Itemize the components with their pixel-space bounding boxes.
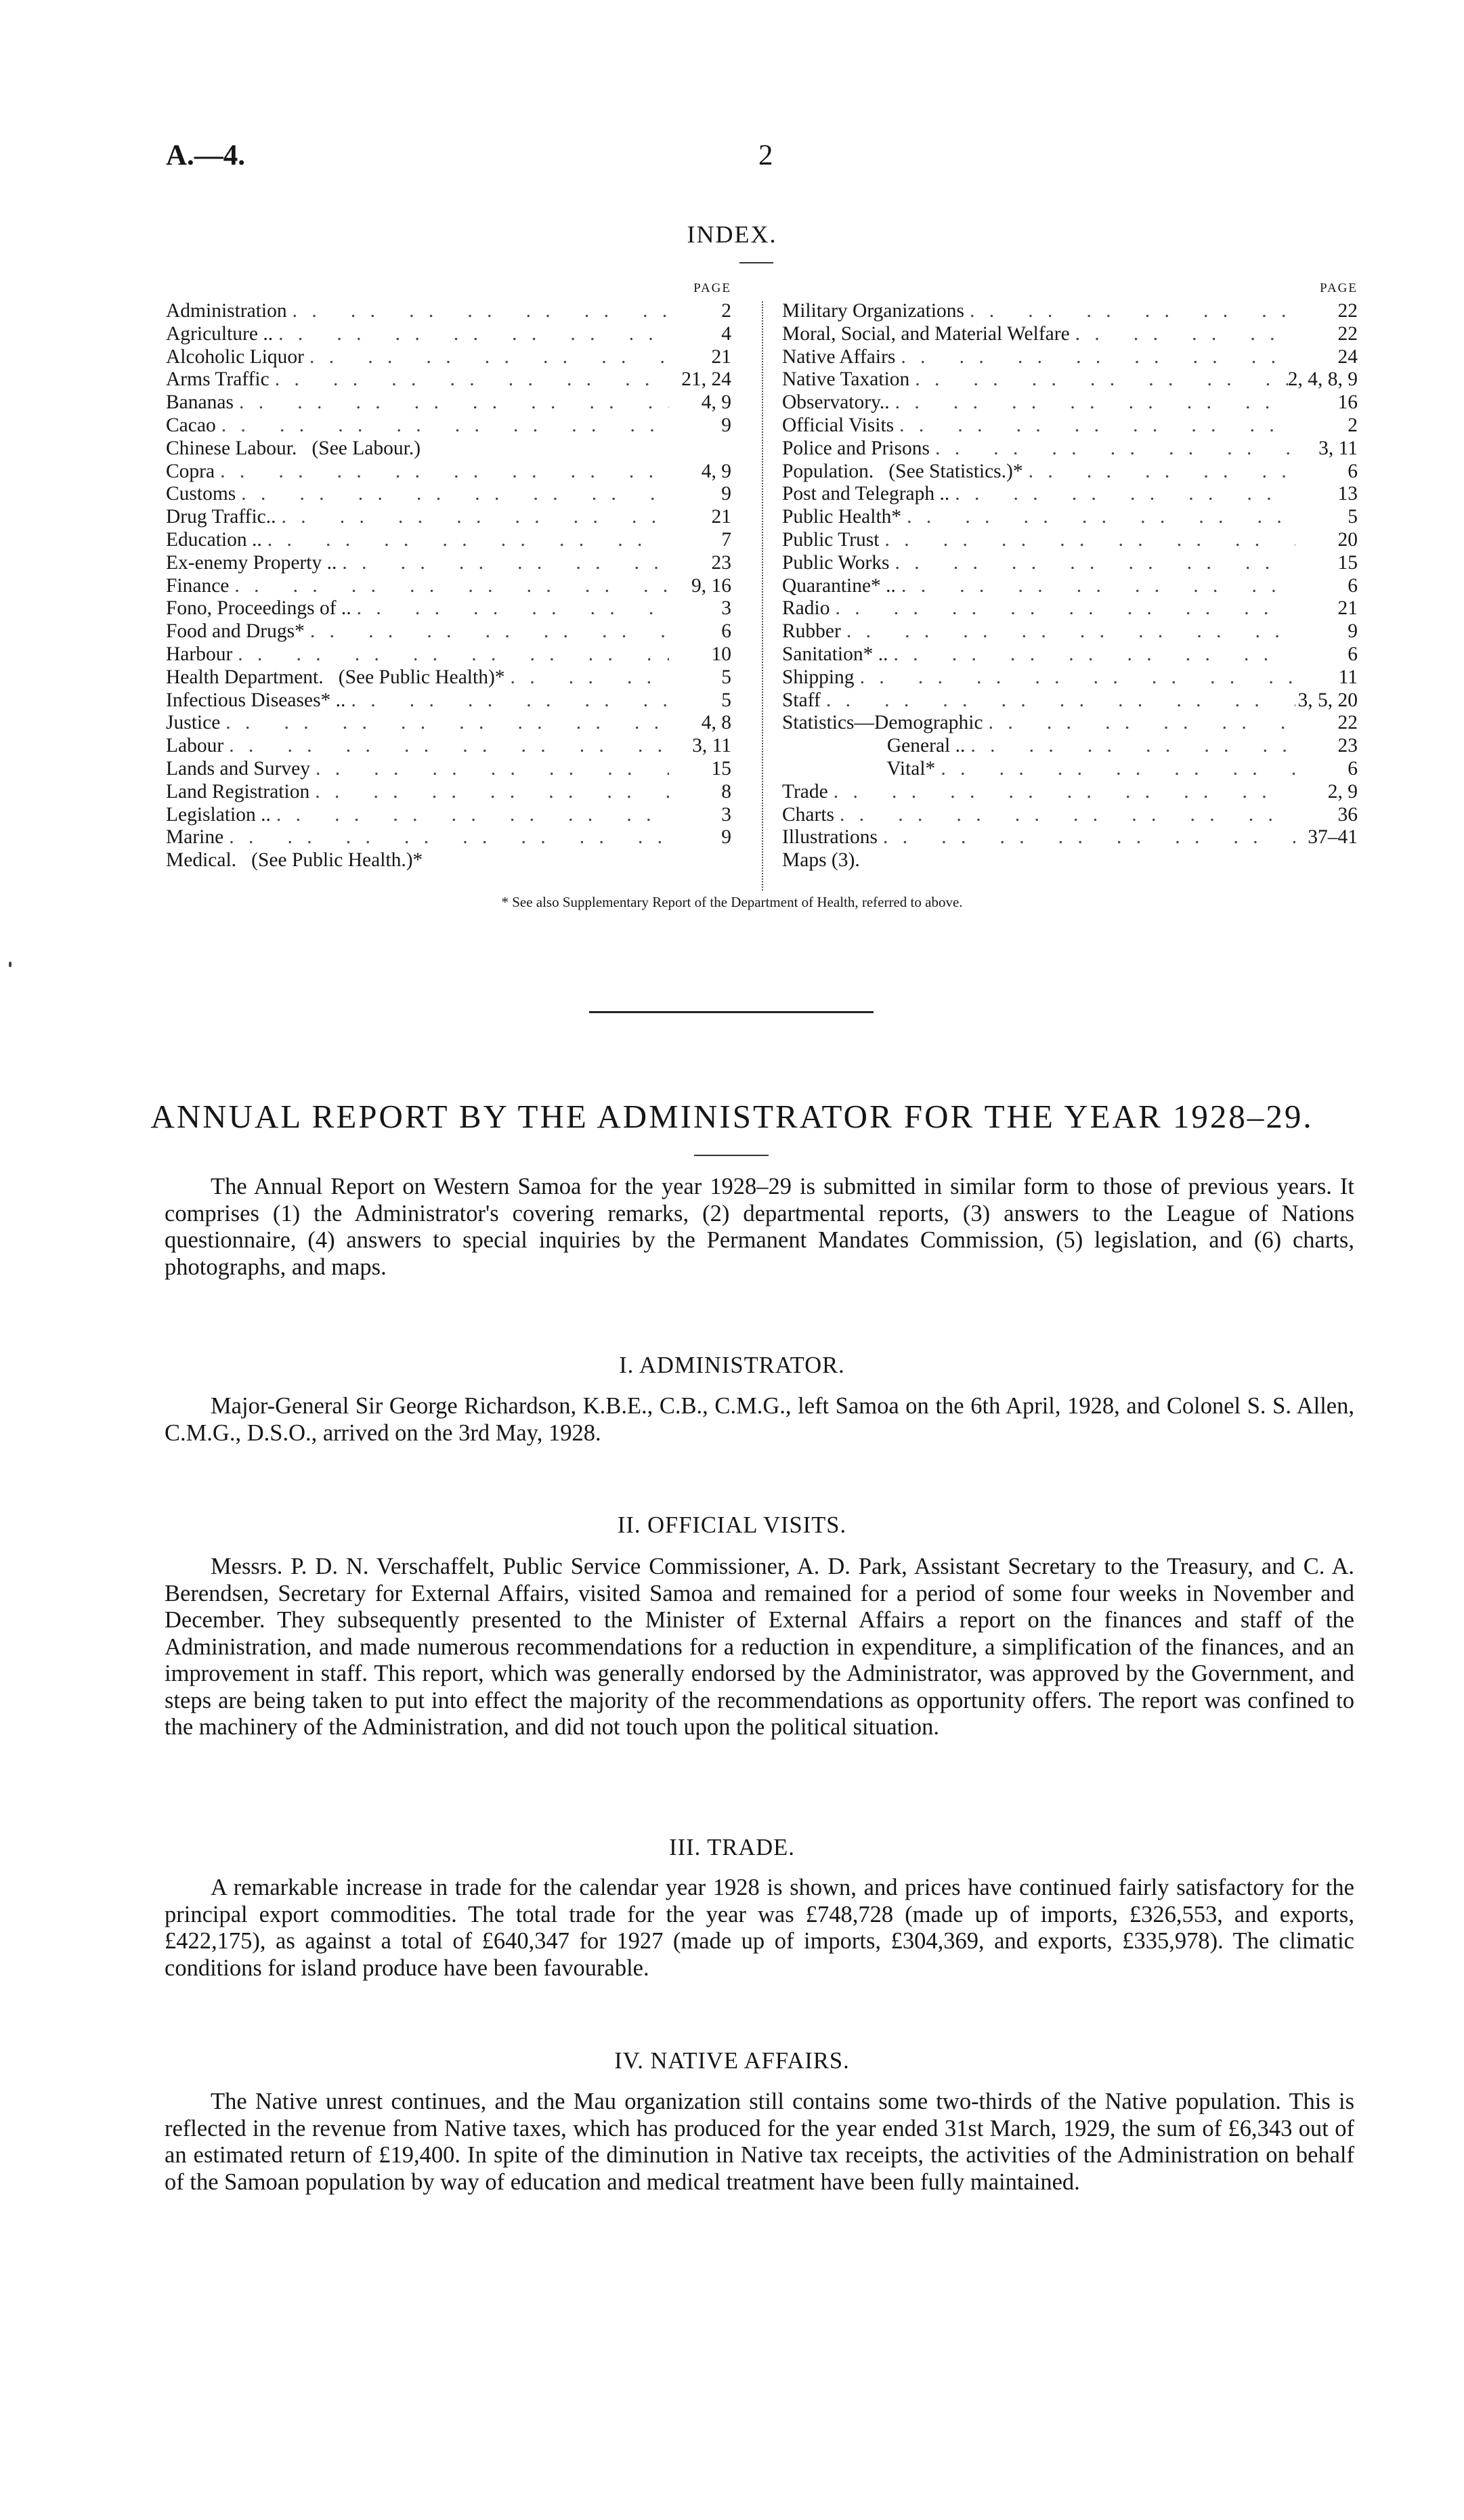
index-entry-label: Food and Drugs* — [166, 620, 305, 643]
index-entry-label: Legislation .. — [166, 803, 271, 826]
index-entry-leader — [930, 437, 1295, 461]
index-entry-label: Bananas — [166, 391, 234, 414]
index-entry-label: Maps (3). — [782, 849, 860, 872]
index-entry-leader — [1070, 323, 1295, 346]
index-entry-page: 6 — [1348, 757, 1358, 780]
index-entry-label: Marine — [166, 826, 224, 849]
index-entry-label: Copra — [166, 460, 215, 482]
index-entry — [166, 781, 738, 804]
index-entry-page: 11 — [1338, 666, 1358, 688]
index-entry-label: Shipping — [782, 666, 855, 688]
index-entry-page: 9 — [721, 826, 731, 849]
index-entry-leader — [229, 575, 669, 598]
index-entry-label: Finance — [166, 574, 230, 597]
index-entry-label: Ex-enemy Property .. — [166, 551, 337, 574]
index-entry — [166, 575, 738, 598]
index-entry-leader — [287, 300, 669, 323]
index-entry — [782, 666, 1358, 689]
index-entry-leader — [262, 529, 669, 552]
index-entry-page: 10 — [711, 643, 731, 665]
index-entry-label: Fono, Proceedings of .. — [166, 597, 351, 620]
index-entry-label: Public Works — [782, 551, 890, 574]
index-entry-label: Drug Traffic.. — [166, 506, 276, 528]
index-entry — [782, 483, 1358, 506]
index-entry-page: 37–41 — [1308, 826, 1358, 849]
index-entry-page: 3, 11 — [692, 735, 731, 757]
index-entry-page: 22 — [1337, 712, 1358, 734]
index-entry-page: 4 — [721, 322, 731, 345]
index-entry — [782, 575, 1358, 598]
index-entry-leader — [305, 620, 669, 643]
index-entry-leader — [834, 804, 1295, 827]
index-entry-leader — [276, 506, 669, 529]
index-entry-label: Population. (See Statistics.)* — [782, 460, 1023, 482]
index-entry — [782, 414, 1358, 437]
index-entry — [166, 643, 738, 666]
index-entry — [782, 529, 1358, 552]
section-text-official-visits: Messrs. P. D. N. Verschaffelt, Public Service Commissioner, A. D. Park, Assistant Secretary to the Treasury, and C. A. Berendsen, Secretary for External Affairs, visited Samoa and remained for a period of some four weeks in November and December. They subsequently presented to the Minister of External Affairs a report on the finances and staff of the Administration, and made numerous recommendations for a reduction in expenditure, a simplification of the finances, and an improvement in staff. This report, which was generally endorsed by the Administrator, was approved by the Government, and steps are being taken to put into effect the majority of the recommendations as opportunity offers. The report was confined to the machinery of the Administration, and did not touch upon the political situation. — [165, 1554, 1354, 1740]
index-entry-label: Post and Telegraph .. — [782, 483, 950, 505]
index-entry-label: Observatory.. — [782, 391, 890, 414]
index-entry-page: 6 — [1348, 643, 1358, 665]
report-title: ANNUAL REPORT BY THE ADMINISTRATOR FOR THE YEAR 1928–29. — [150, 1098, 1314, 1135]
index-entry — [782, 689, 1358, 712]
index-left-list — [166, 300, 738, 872]
index-entry — [166, 300, 738, 323]
index-entry-leader — [909, 368, 1287, 391]
index-entry-label: Administration — [166, 300, 287, 322]
index-entry-leader — [236, 483, 669, 506]
index-entry — [782, 300, 1358, 323]
index-entry-label: Medical. (See Public Health.)* — [166, 849, 423, 872]
index-entry-label: Arms Traffic — [166, 368, 270, 391]
section-text-administrator: Major-General Sir George Richardson, K.B.E., C.B., C.M.G., left Samoa on the 6th April, 1928, and Colonel S. S. Allen, C.M.G., D.S.O., arrived on the 3rd May, 1928. — [165, 1393, 1354, 1446]
index-entry-label: Cacao — [166, 414, 216, 436]
index-entry — [782, 506, 1358, 529]
index-entry-page: 21, 24 — [681, 368, 731, 391]
index-entry — [782, 643, 1358, 666]
index-entry-page: 4, 9 — [701, 460, 731, 482]
index-entry — [166, 346, 738, 369]
index-entry-leader — [890, 391, 1295, 414]
index-footnote: * See also Supplementary Report of the Department of Health, referred to above. — [501, 894, 963, 910]
index-entry-page: 9 — [1348, 620, 1358, 643]
index-entry-leader — [273, 323, 669, 346]
index-entry-page: 9 — [721, 414, 731, 436]
page-number: 2 — [758, 140, 773, 171]
index-entry-leader — [935, 758, 1295, 781]
index-entry — [166, 620, 738, 643]
index-entry-leader — [896, 575, 1295, 598]
index-title-rule — [739, 262, 773, 263]
index-entry-page: 9 — [721, 483, 731, 505]
index-entry-page: 21 — [711, 506, 731, 528]
index-entry-leader — [304, 346, 669, 369]
index-entry-leader — [505, 666, 669, 689]
index-entry-leader — [215, 461, 669, 484]
index-entry — [782, 368, 1358, 391]
index-entry — [166, 689, 738, 712]
index-column-divider — [762, 301, 763, 891]
index-entry — [166, 666, 738, 689]
index-entry — [166, 552, 738, 575]
index-entry — [782, 597, 1358, 620]
index-entry-label: Moral, Social, and Material Welfare — [782, 322, 1070, 345]
index-entry — [166, 437, 738, 461]
index-entry-leader — [879, 529, 1295, 552]
index-entry-leader — [223, 826, 669, 849]
margin-mark — [9, 962, 12, 967]
index-entry-page: 23 — [711, 551, 731, 574]
index-entry-leader — [890, 552, 1295, 575]
index-entry-label: Vital* — [782, 757, 936, 780]
index-entry — [782, 346, 1358, 369]
index-entry-leader — [855, 666, 1295, 689]
index-entry-label: Alcoholic Liquor — [166, 345, 304, 368]
index-entry-page: 21 — [1337, 597, 1358, 620]
index-entry-label: Chinese Labour. (See Labour.) — [166, 437, 421, 459]
index-entry-leader — [216, 414, 669, 437]
index-entry — [166, 506, 738, 529]
index-entry-leader — [965, 735, 1295, 758]
section-heading-native-affairs: IV. NATIVE AFFAIRS. — [614, 2048, 850, 2074]
index-entry — [782, 712, 1358, 735]
index-entry-page: 22 — [1337, 300, 1358, 322]
index-entry-page: 2, 4, 8, 9 — [1287, 368, 1358, 391]
index-entry-label: Lands and Survey — [166, 757, 311, 780]
index-title: INDEX. — [687, 221, 777, 248]
index-entry-leader — [337, 552, 669, 575]
index-entry-label: Public Health* — [782, 506, 902, 528]
index-entry-label: Military Organizations — [782, 300, 965, 322]
index-entry — [782, 391, 1358, 414]
index-entry-label: Staff — [782, 689, 821, 711]
index-entry-leader — [271, 804, 669, 827]
index-entry-leader — [351, 597, 669, 620]
index-entry-label: Harbour — [166, 643, 233, 665]
index-entry-label: Land Registration — [166, 780, 310, 803]
index-entry-leader — [310, 758, 669, 781]
index-entry-leader — [232, 643, 669, 666]
index-entry-page: 2 — [1348, 414, 1358, 436]
index-right-column — [782, 281, 1358, 872]
intro-paragraph: The Annual Report on Western Samoa for the year 1928–29 is submitted in similar form to those of previous years. It comprises (1) the Administrator's covering remarks, (2) departmental reports, (3) answers to the League of Nations questionnaire, (4) answers to special inquiries by the Permanent Mandates Commission, (5) legislation, and (6) charts, photographs, and maps. — [165, 1174, 1354, 1280]
index-entry-label: Official Visits — [782, 414, 895, 436]
index-entry-page: 7 — [721, 528, 731, 551]
index-entry-leader — [234, 391, 669, 414]
index-entry-label: Trade — [782, 780, 828, 803]
index-entry-label: Justice — [166, 712, 221, 734]
index-right-page-header: PAGE — [1320, 281, 1358, 295]
index-entry — [782, 461, 1358, 484]
index-entry — [166, 758, 738, 781]
section-text-trade: A remarkable increase in trade for the calendar year 1928 is shown, and prices have continued fairly satisfactory for the principal export commodities. The total trade for the year was £748,728 (made up of imports, £326,553, and exports, £422,175), as against a total of £640,347 for 1927 (made up of imports, £304,369, and exports, £335,978). The climatic conditions for island produce have been favourable. — [165, 1875, 1354, 1981]
index-entry — [782, 758, 1358, 781]
index-entry-label: Infectious Diseases* .. — [166, 689, 346, 711]
index-entry — [782, 620, 1358, 643]
index-entry-leader — [878, 826, 1295, 849]
index-entry-page: 2, 9 — [1327, 780, 1358, 803]
index-entry-leader — [1023, 461, 1295, 484]
index-entry-label: Education .. — [166, 528, 262, 551]
index-right-list — [782, 300, 1358, 872]
index-entry — [166, 414, 738, 437]
index-entry-leader — [964, 300, 1295, 323]
index-entry-leader — [894, 414, 1295, 437]
index-entry — [166, 849, 738, 872]
index-entry-page: 22 — [1337, 322, 1358, 345]
index-entry-page: 13 — [1337, 483, 1358, 505]
index-entry-leader — [895, 346, 1295, 369]
index-entry-page: 20 — [1337, 528, 1358, 551]
index-entry-page: 8 — [721, 780, 731, 803]
index-entry-leader — [888, 643, 1295, 666]
index-entry-page: 3 — [721, 803, 731, 826]
index-entry-page: 2 — [721, 300, 731, 322]
index-entry-leader — [830, 597, 1295, 620]
index-entry-page: 16 — [1337, 391, 1358, 414]
index-entry-label: Police and Prisons — [782, 437, 930, 459]
page-reference: A.—4. — [166, 140, 246, 171]
index-entry-page: 5 — [1348, 506, 1358, 528]
index-entry — [166, 323, 738, 346]
index-entry — [166, 826, 738, 849]
index-entry — [782, 323, 1358, 346]
index-entry-label: Health Department. (See Public Health)* — [166, 666, 505, 688]
index-entry-page: 24 — [1337, 345, 1358, 368]
index-entry-leader — [220, 712, 669, 735]
index-entry-label: Rubber — [782, 620, 841, 643]
index-entry — [782, 437, 1358, 461]
index-entry — [782, 849, 1358, 872]
index-left-column — [166, 281, 738, 872]
index-entry-leader — [270, 368, 669, 391]
index-entry — [782, 826, 1358, 849]
index-entry-label: Statistics—Demographic — [782, 712, 983, 734]
index-entry-label: Public Trust — [782, 528, 880, 551]
index-entry-label: Charts — [782, 803, 835, 826]
index-entry-page: 3 — [721, 597, 731, 620]
index-entry-page: 15 — [1337, 551, 1358, 574]
index-entry-label: Native Taxation — [782, 368, 910, 391]
index-entry — [782, 781, 1358, 804]
index-entry-page: 4, 8 — [701, 712, 731, 734]
index-entry — [166, 461, 738, 484]
index-entry — [782, 735, 1358, 758]
index-entry — [166, 712, 738, 735]
index-left-page-header: PAGE — [693, 281, 731, 295]
index-entry-leader — [841, 620, 1295, 643]
index-entry — [166, 804, 738, 827]
index-entry-label: Quarantine* .. — [782, 574, 896, 597]
index-entry-leader — [309, 781, 669, 804]
index-entry-label: Radio — [782, 597, 830, 620]
index-entry-leader — [901, 506, 1295, 529]
index-entry — [166, 391, 738, 414]
index-entry — [782, 804, 1358, 827]
index-entry-label: Agriculture .. — [166, 322, 274, 345]
section-heading-administrator: I. ADMINISTRATOR. — [619, 1352, 845, 1378]
index-entry — [166, 529, 738, 552]
index-entry-leader — [828, 781, 1295, 804]
index-entry-leader — [821, 689, 1295, 712]
index-entry-page: 6 — [1348, 460, 1358, 482]
index-entry-page: 3, 11 — [1318, 437, 1358, 459]
index-entry-label: General .. — [782, 735, 966, 757]
index-entry-page: 4, 9 — [701, 391, 731, 414]
index-entry-page: 5 — [721, 689, 731, 711]
index-entry-page: 21 — [711, 345, 731, 368]
section-separator-rule — [589, 1011, 874, 1013]
index-entry-label: Labour — [166, 735, 224, 757]
index-entry — [166, 597, 738, 620]
index-entry-label: Sanitation* .. — [782, 643, 888, 665]
index-entry — [782, 552, 1358, 575]
index-entry-page: 15 — [711, 757, 731, 780]
index-entry-leader — [223, 735, 669, 758]
index-entry — [166, 735, 738, 758]
index-entry-leader — [949, 483, 1295, 506]
section-heading-official-visits: II. OFFICIAL VISITS. — [617, 1512, 847, 1538]
index-entry — [166, 368, 738, 391]
index-entry-page: 9, 16 — [691, 574, 731, 597]
index-entry-leader — [345, 689, 669, 712]
index-entry-label: Customs — [166, 483, 236, 505]
report-title-rule — [694, 1155, 769, 1156]
index-entry-page: 6 — [721, 620, 731, 643]
index-entry-page: 6 — [1348, 574, 1358, 597]
index-entry-label: Native Affairs — [782, 345, 896, 368]
index-entry-label: Illustrations — [782, 826, 878, 849]
index-entry-page: 36 — [1337, 803, 1358, 826]
index-entry-page: 3, 5, 20 — [1297, 689, 1358, 711]
index-entry — [166, 483, 738, 506]
section-text-native-affairs: The Native unrest continues, and the Mau organization still contains some two-thirds of the Native population. This is reflected in the revenue from Native taxes, which has produced for the year ended 31st March, 1929, the sum of £6,343 out of an estimated return of £19,400. In spite of the diminution in Native tax receipts, the activities of the Administration on behalf of the Samoan population by way of education and medical treatment have been fully maintained. — [165, 2089, 1354, 2195]
index-entry-leader — [983, 712, 1295, 735]
index-entry-page: 23 — [1337, 735, 1358, 757]
index-entry-page: 5 — [721, 666, 731, 688]
section-heading-trade: III. TRADE. — [669, 1835, 795, 1860]
